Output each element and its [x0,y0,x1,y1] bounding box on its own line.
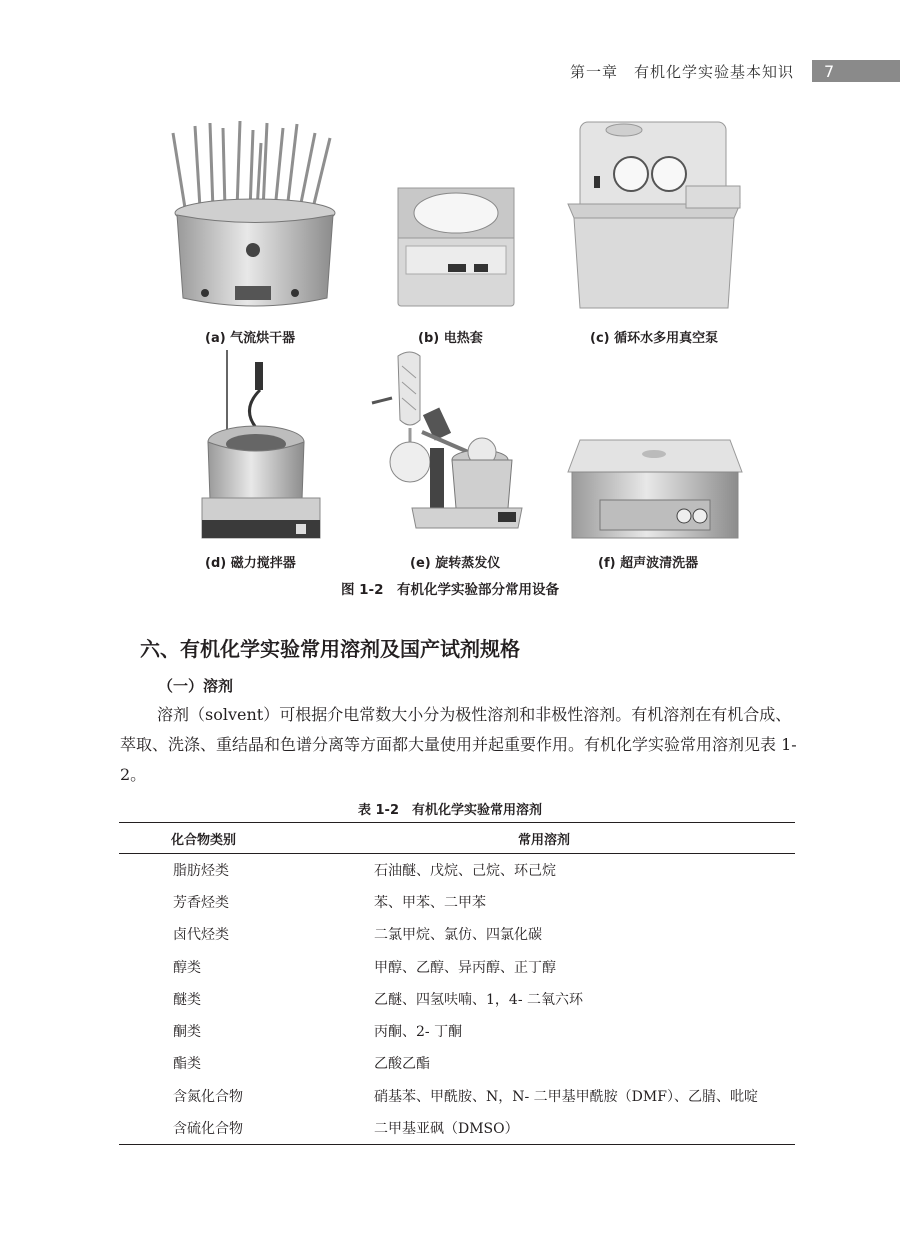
table-row [119,918,795,950]
caption-d: (d) 磁力搅拌器 [205,556,296,571]
solvents-cell: 二甲基亚砜（DMSO） [374,1120,519,1137]
table-title: 表 1-2 有机化学实验常用溶剂 [357,803,542,818]
ultrasonic-cleaner-photo [566,438,744,542]
category-cell: 酯类 [173,1056,201,1073]
body-paragraph: 溶剂（solvent）可根据介电常数大小分为极性溶剂和非极性溶剂。有机溶剂在有机合成、萃取、洗涤、重结晶和色谱分离等方面都大量使用并起重要作用。有机化学实验常用溶剂见表 1-2。 [120,705,797,784]
caption-a: (a) 气流烘干器 [205,331,296,346]
category-cell: 含硫化合物 [173,1120,243,1137]
solvents-cell: 乙酸乙酯 [374,1056,430,1073]
table-row [119,1080,795,1112]
column-header-category: 化合物类别 [171,832,237,848]
solvent-table [119,822,795,1145]
chapter-title: 第一章 有机化学实验基本知识 [569,62,794,81]
solvents-cell: 二氯甲烷、氯仿、四氯化碳 [374,927,542,944]
table-row [119,1015,795,1047]
category-cell: 醚类 [173,991,201,1008]
category-cell: 酮类 [173,1024,201,1041]
subsection-heading: （一）溶剂 [158,677,234,695]
solvents-cell: 硝基苯、甲酰胺、N，N- 二甲基甲酰胺（DMF）、乙腈、吡啶 [374,1088,758,1105]
category-cell: 卤代烃类 [173,927,229,944]
section-heading: 六、有机化学实验常用溶剂及国产试剂规格 [140,637,520,661]
table-row [119,886,795,918]
caption-c: (c) 循环水多用真空泵 [590,331,719,346]
running-header [570,60,900,82]
caption-e: (e) 旋转蒸发仪 [410,556,501,571]
table-header-row [119,823,795,854]
column-header-solvents: 常用溶剂 [517,832,570,848]
page-number: 7 [812,60,900,82]
table-row [119,1112,795,1144]
caption-f: (f) 超声波清洗器 [598,556,699,571]
table-row [119,1047,795,1079]
figure-title: 图 1-2 有机化学实验部分常用设备 [340,582,560,598]
solvents-cell: 苯、甲苯、二甲苯 [374,894,486,911]
magnetic-stirrer-photo [200,350,322,542]
table-row [119,950,795,982]
heating-mantle-photo [396,186,516,308]
category-cell: 芳香烃类 [173,894,229,911]
category-cell: 含氮化合物 [173,1088,243,1105]
vacuum-pump-photo [566,116,742,312]
air-flow-dryer-photo [165,118,345,318]
table-row [119,854,795,886]
category-cell: 脂肪烃类 [173,862,229,879]
solvents-cell: 甲醇、乙醇、异丙醇、正丁醇 [374,959,556,976]
category-cell: 醇类 [173,959,201,976]
solvents-cell: 石油醚、戊烷、己烷、环己烷 [374,862,556,879]
table-row [119,983,795,1015]
solvents-cell: 丙酮、2- 丁酮 [374,1024,463,1041]
solvents-cell: 乙醚、四氢呋喃、1，4- 二氧六环 [374,991,583,1008]
caption-b: (b) 电热套 [418,331,483,346]
rotary-evaporator-photo [362,348,538,544]
